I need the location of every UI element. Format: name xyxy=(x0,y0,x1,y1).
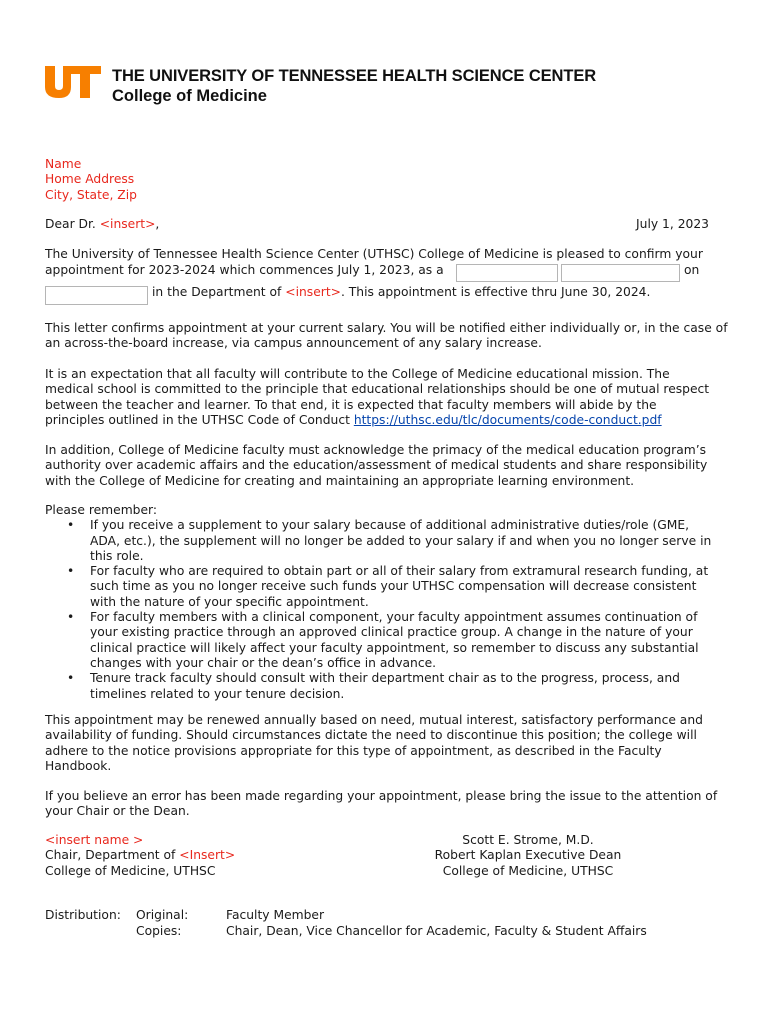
paragraph-1-line-3: in the Department of <insert>. This appointment is effective thru June 30, 2024. xyxy=(152,285,651,299)
distribution-copies-label: Copies: xyxy=(136,924,182,938)
paragraph-conduct: It is an expectation that all faculty will contribute to the College of Medicine educational mission. The medical school is committed to the principle that educational relationships should be one of mutual respect between the teacher and learner. To that end, it is expected that faculty members will abide by the principles outlined in the UTHSC Code of Conduct https://uthsc.edu/tlc/documents/code-conduct.pdf xyxy=(45,367,710,427)
remember-list xyxy=(45,518,720,702)
letter-date: July 1, 2023 xyxy=(636,217,709,231)
ut-logo xyxy=(45,64,101,99)
signature-dean xyxy=(408,833,648,879)
recipient-home-address: Home Address xyxy=(45,172,135,187)
dean-name: Scott E. Strome, M.D. xyxy=(462,833,594,847)
chair-name-insert: <insert name > xyxy=(45,833,144,847)
list-item: • For faculty who are required to obtain part or all of their salary from extramural research funding, at such time as you no longer receive such funds your UTHSC compensation will decrease consistent with the nature of your specific appointment. xyxy=(67,564,709,609)
remember-section xyxy=(45,503,720,702)
distribution-original-label: Original: xyxy=(136,908,189,922)
bullet: • xyxy=(67,564,75,579)
rank-field[interactable] xyxy=(456,264,558,282)
paragraph-renewal: This appointment may be renewed annually based on need, mutual interest, satisfactory performance and availability of funding. Should circumstances dictate the need to discontinue this position; the college will adhere to the notice provisions appropriate for this type of appointment, as described in the Faculty Handbook. xyxy=(45,713,703,773)
paragraph-education-program: In addition, College of Medicine faculty must acknowledge the primacy of the medical education program’s authority over academic affairs and the education/assessment of medical students and share responsibility with the College of Medicine for creating and maintaining an appropriate learning environment. xyxy=(45,443,708,488)
dean-title: Robert Kaplan Executive Dean xyxy=(434,848,622,863)
paragraph-error: If you believe an error has been made regarding your appointment, please bring the issue to the attention of your Chair or the Dean. xyxy=(45,789,718,819)
paragraph-salary: This letter confirms appointment at your current salary. You will be notified either individually or, in the case of an across-the-board increase, via campus announcement of any salary increase. xyxy=(45,321,728,351)
distribution-original-value: Faculty Member xyxy=(226,908,325,922)
paragraph-1-line-1: The University of Tennessee Health Science Center (UTHSC) College of Medicine is pleased to confirm your xyxy=(45,247,703,261)
chair-department: Chair, Department of <Insert> xyxy=(45,848,236,863)
salutation-insert: <insert> xyxy=(99,217,156,231)
chair-college: College of Medicine, UTHSC xyxy=(45,863,216,878)
chair-department-insert: <Insert> xyxy=(179,848,236,863)
appointment-type-field[interactable] xyxy=(45,286,148,305)
paragraph-1-on: on xyxy=(684,263,700,277)
bullet: • xyxy=(67,610,75,625)
title-field[interactable] xyxy=(561,264,680,282)
recipient-address xyxy=(45,157,137,203)
bullet: • xyxy=(67,671,75,686)
salutation: Dear Dr. <insert>, xyxy=(45,217,160,231)
remember-heading: Please remember: xyxy=(45,503,158,517)
college-subtitle: College of Medicine xyxy=(112,87,267,105)
distribution-copies-value: Chair, Dean, Vice Chancellor for Academic, Faculty & Student Affairs xyxy=(226,924,647,938)
bullet: • xyxy=(67,518,75,533)
list-item: • Tenure track faculty should consult with their department chair as to the progress, process, and timelines related to your tenure decision. xyxy=(67,671,680,701)
recipient-name: Name xyxy=(45,157,82,171)
list-item: • For faculty members with a clinical component, your faculty appointment assumes continuation of your existing practice through an approved clinical practice group. A change in the nature of your clinical practice will likely affect your faculty appointment, so remember to discuss any substantial changes with your chair or the dean’s office in advance. xyxy=(67,610,699,670)
dean-college: College of Medicine, UTHSC xyxy=(442,863,614,878)
department-insert: <insert> xyxy=(285,285,341,299)
recipient-city-state-zip: City, State, Zip xyxy=(45,187,137,202)
distribution-label: Distribution: xyxy=(45,908,121,922)
paragraph-1-line-2: appointment for 2023-2024 which commences July 1, 2023, as a xyxy=(45,263,444,277)
signature-chair xyxy=(45,833,235,879)
institution-title: THE UNIVERSITY OF TENNESSEE HEALTH SCIENCE CENTER xyxy=(112,67,597,85)
code-of-conduct-link[interactable]: https://uthsc.edu/tlc/documents/code-conduct.pdf xyxy=(353,412,662,427)
list-item: • If you receive a supplement to your salary because of additional administrative duties/role (GME, ADA, etc.), the supplement will no longer be added to your salary if and when you no longer serve in this role. xyxy=(67,518,712,563)
